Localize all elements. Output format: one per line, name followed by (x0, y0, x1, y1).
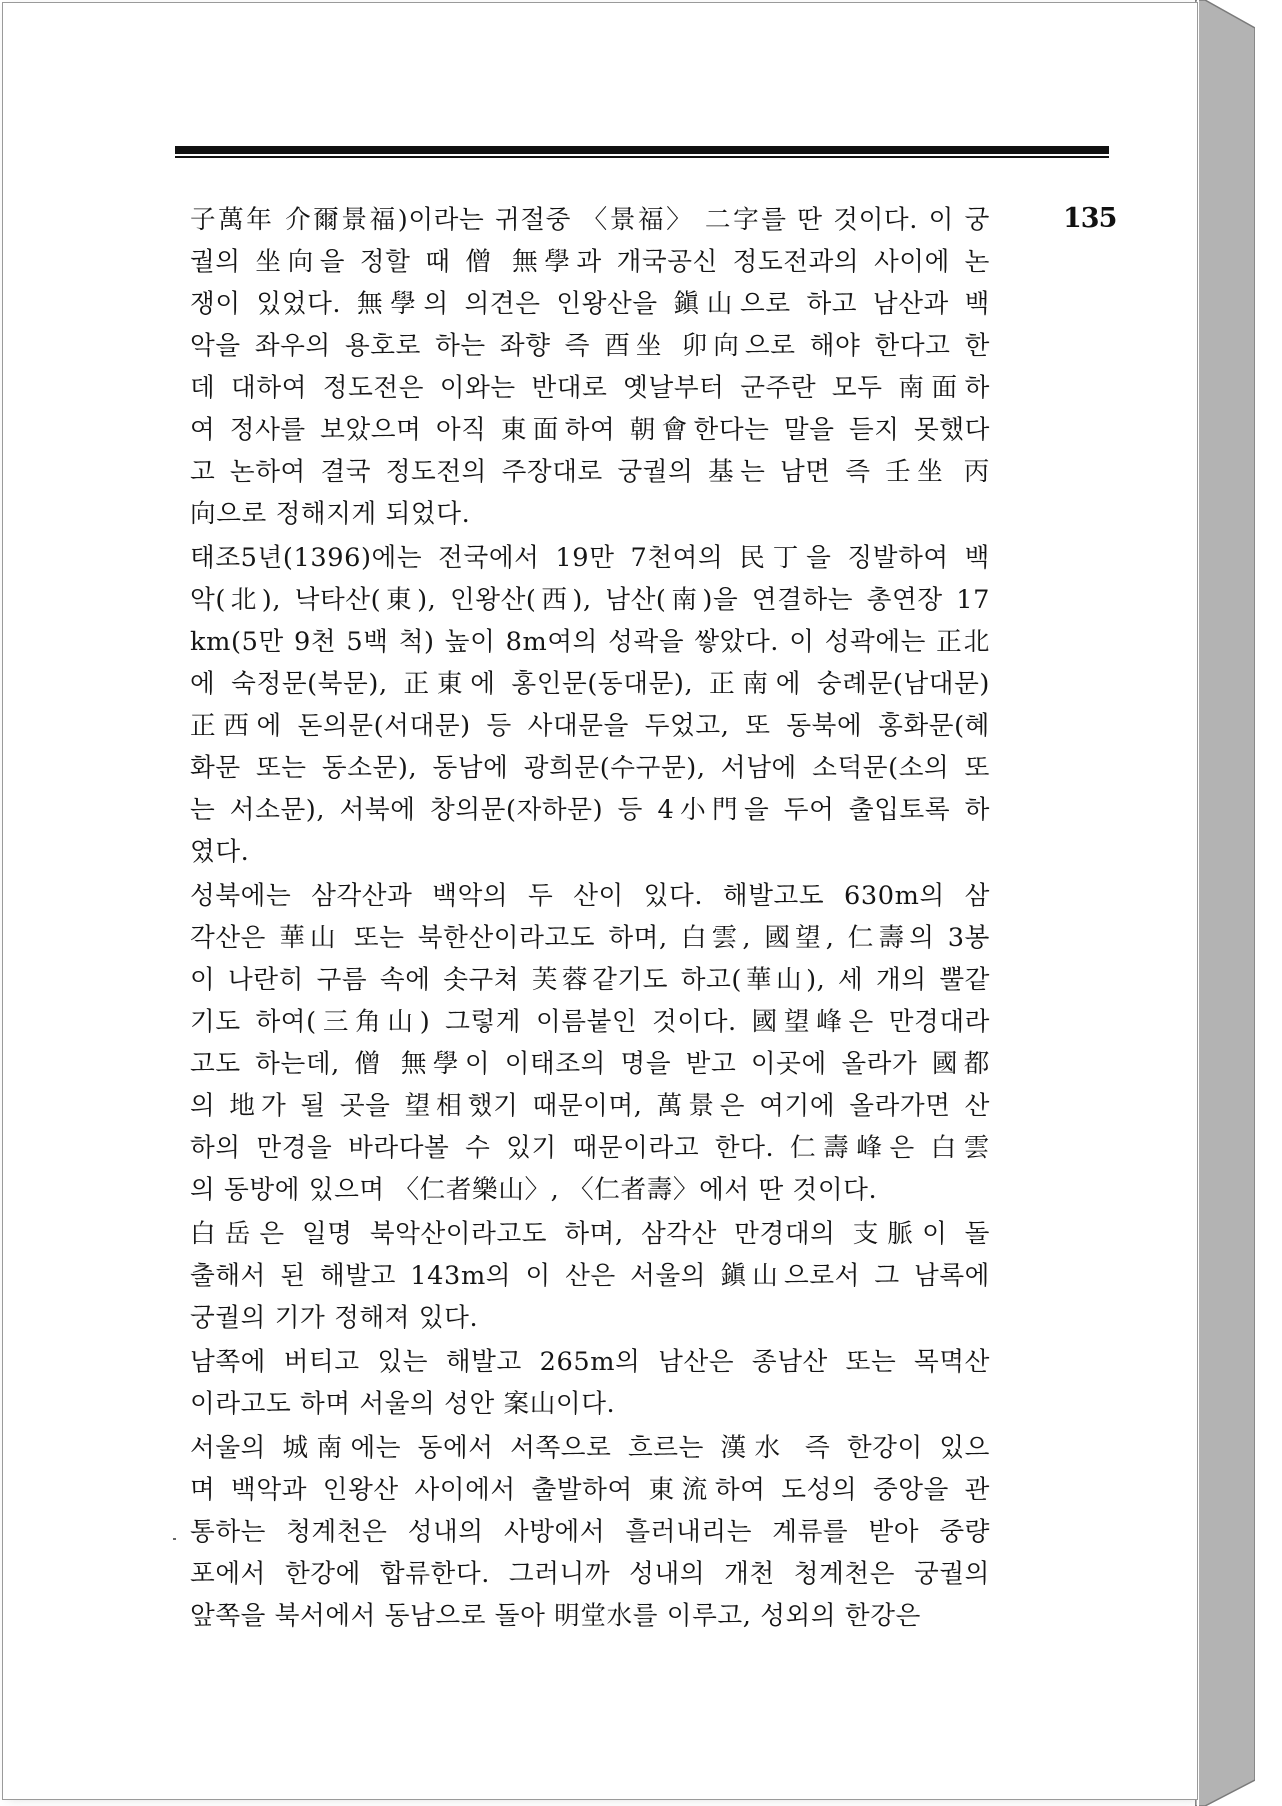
text-line: 며 백악과 인왕산 사이에서 출발하여 東流하여 도성의 중앙을 관 (190, 1475, 990, 1505)
text-line: 각산은 華山 또는 북한산이라고도 하며, 白雲, 國望, 仁壽의 3봉 (190, 923, 990, 953)
paragraph (190, 1341, 990, 1425)
text-line: km(5만 9천 5백 척) 높이 8m여의 성곽을 쌓았다. 이 성곽에는 正北 (190, 627, 990, 657)
text-line: 이 나란히 구름 속에 솟구쳐 芙蓉같기도 하고(華山), 세 개의 뿔같 (190, 965, 990, 995)
text-line: 子萬年 介爾景福)이라는 귀절중 〈景福〉 二字를 딴 것이다. 이 궁 (190, 205, 990, 235)
paragraph (190, 199, 990, 535)
text-line: 궁궐의 기가 정해져 있다. (190, 1303, 479, 1333)
text-line: 의 동방에 있으며 〈仁者樂山〉, 〈仁者壽〉에서 딴 것이다. (190, 1175, 878, 1205)
text-line: 고도 하는데, 僧 無學이 이태조의 명을 받고 이곳에 올라가 國都 (190, 1049, 990, 1079)
scan-speck (173, 1538, 176, 1540)
paragraph (190, 1213, 990, 1339)
page-number: 135 (1063, 203, 1117, 234)
header-rule (175, 146, 1109, 159)
text-line: 하의 만경을 바라다볼 수 있기 때문이라고 한다. 仁壽峰은 白雲 (190, 1133, 990, 1163)
text-line: 서울의 城南에는 동에서 서쪽으로 흐르는 漢水 즉 한강이 있으 (190, 1433, 990, 1463)
text-line: 앞쪽을 북서에서 동남으로 돌아 明堂水를 이루고, 성외의 한강은 (190, 1601, 921, 1631)
page-stack-edge (1195, 0, 1255, 1806)
paragraph (190, 875, 990, 1211)
text-line: 악(北), 낙타산(東), 인왕산(西), 남산(南)을 연결하는 총연장 17 (190, 585, 990, 615)
text-line: 向으로 정해지게 되었다. (190, 499, 471, 529)
book-page (2, 2, 1198, 1800)
text-line: 출해서 된 해발고 143m의 이 산은 서울의 鎭山으로서 그 남록에 (190, 1261, 990, 1291)
text-line: 궐의 坐向을 정할 때 僧 無學과 개국공신 정도전과의 사이에 논 (190, 247, 990, 277)
paragraph (190, 537, 990, 873)
text-line: 태조5년(1396)에는 전국에서 19만 7천여의 民丁을 징발하여 백 (190, 543, 990, 573)
text-line: 여 정사를 보았으며 아직 東面하여 朝會한다는 말을 듣지 못했다 (190, 415, 990, 445)
paragraph (190, 1427, 990, 1637)
text-line: 에 숙정문(북문), 正東에 홍인문(동대문), 正南에 숭례문(남대문) (190, 669, 990, 699)
text-line: 는 서소문), 서북에 창의문(자하문) 등 4小門을 두어 출입토록 하 (190, 795, 990, 825)
text-line: 남쪽에 버티고 있는 해발고 265m의 남산은 종남산 또는 목멱산 (190, 1347, 990, 1377)
text-line: 의 地가 될 곳을 望相했기 때문이며, 萬景은 여기에 올라가면 산 (190, 1091, 990, 1121)
text-line: 쟁이 있었다. 無學의 의견은 인왕산을 鎭山으로 하고 남산과 백 (190, 289, 990, 319)
text-line: 악을 좌우의 용호로 하는 좌향 즉 酉坐 卯向으로 해야 한다고 한 (190, 331, 990, 361)
text-line: 성북에는 삼각산과 백악의 두 산이 있다. 해발고도 630m의 삼 (190, 881, 990, 911)
text-line: 고 논하여 결국 정도전의 주장대로 궁궐의 基는 남면 즉 壬坐 丙 (190, 457, 990, 487)
text-line: 白岳은 일명 북악산이라고도 하며, 삼각산 만경대의 支脈이 돌 (190, 1219, 990, 1249)
body-text (190, 199, 990, 1637)
text-line: 이라고도 하며 서울의 성안 案山이다. (190, 1389, 616, 1419)
text-line: 포에서 한강에 합류한다. 그러니까 성내의 개천 청계천은 궁궐의 (190, 1559, 990, 1589)
text-line: 였다. (190, 837, 250, 867)
text-line: 기도 하여(三角山) 그렇게 이름붙인 것이다. 國望峰은 만경대라 (190, 1007, 990, 1037)
text-line: 데 대하여 정도전은 이와는 반대로 옛날부터 군주란 모두 南面하 (190, 373, 990, 403)
text-line: 통하는 청계천은 성내의 사방에서 흘러내리는 계류를 받아 중량 (190, 1517, 990, 1547)
text-line: 正西에 돈의문(서대문) 등 사대문을 두었고, 또 동북에 홍화문(혜 (190, 711, 990, 741)
text-line: 화문 또는 동소문), 동남에 광희문(수구문), 서남에 소덕문(소의 또 (190, 753, 990, 783)
